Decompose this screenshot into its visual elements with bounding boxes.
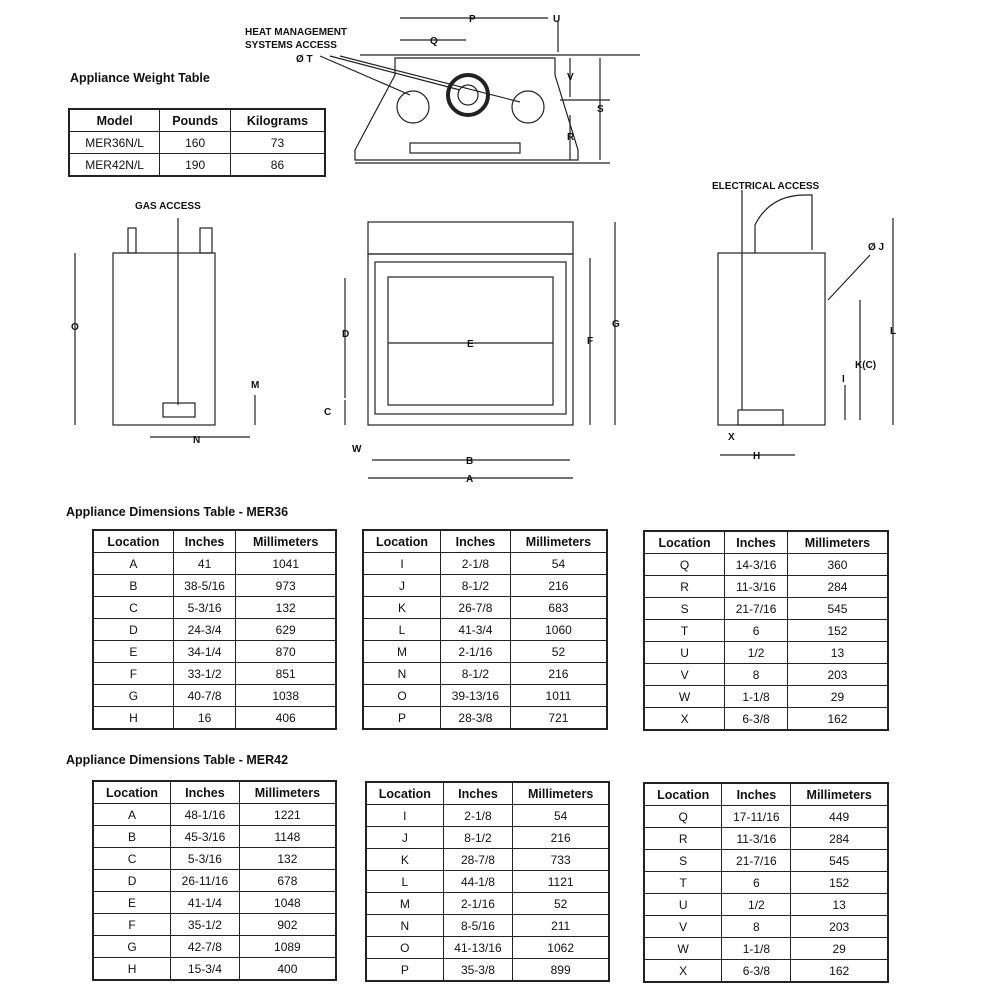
- label-gas-access: GAS ACCESS: [135, 201, 201, 212]
- table-cell: 44-1/8: [443, 871, 513, 893]
- table-cell: 1-1/8: [722, 938, 791, 960]
- table-cell: 152: [787, 620, 888, 642]
- table-cell: 1089: [239, 936, 336, 958]
- table-cell: 851: [236, 663, 336, 685]
- table-cell: 2-1/16: [440, 641, 510, 663]
- table-cell: 29: [791, 938, 888, 960]
- table-row: [93, 707, 336, 730]
- label-p: P: [469, 14, 476, 25]
- table-cell: 2-1/16: [443, 893, 513, 915]
- label-v: V: [567, 72, 574, 83]
- left-side-view-diagram: [71, 201, 259, 446]
- table-row: [363, 597, 607, 619]
- column-header: Millimeters: [239, 781, 336, 804]
- table-cell: 2-1/8: [440, 553, 510, 575]
- label-e: E: [467, 339, 474, 350]
- table-row: [69, 132, 325, 154]
- label-heat-2: SYSTEMS ACCESS: [245, 40, 337, 51]
- table-cell: W: [644, 938, 722, 960]
- table-cell: 1038: [236, 685, 336, 707]
- table-row: [363, 553, 607, 575]
- table-cell: 42-7/8: [171, 936, 240, 958]
- table-cell: 15-3/4: [171, 958, 240, 981]
- label-electrical-access: ELECTRICAL ACCESS: [712, 181, 820, 192]
- table-cell: 29: [787, 686, 888, 708]
- table-cell: R: [644, 828, 722, 850]
- table-header-row: [644, 783, 888, 806]
- table-cell: 14-3/16: [725, 554, 788, 576]
- table-cell: E: [93, 892, 171, 914]
- table-cell: 54: [510, 553, 607, 575]
- right-side-view-diagram: [712, 181, 896, 462]
- table-row: [644, 598, 888, 620]
- label-b: B: [466, 456, 474, 467]
- table-cell: 21-7/16: [725, 598, 788, 620]
- table-row: [93, 936, 336, 958]
- mer36-table-1: [92, 529, 337, 730]
- column-header: Millimeters: [791, 783, 888, 806]
- table-row: [366, 937, 609, 959]
- table-row: [644, 894, 888, 916]
- table-cell: 8-1/2: [443, 827, 513, 849]
- table-cell: 406: [236, 707, 336, 730]
- table-cell: R: [644, 576, 725, 598]
- label-q: Q: [430, 36, 438, 47]
- table-row: [366, 959, 609, 982]
- table-cell: 1060: [510, 619, 607, 641]
- mer36-title: Appliance Dimensions Table - MER36: [66, 505, 289, 519]
- table-header-row: [366, 782, 609, 805]
- column-header: Location: [363, 530, 440, 553]
- table-cell: 52: [510, 641, 607, 663]
- table-row: [93, 826, 336, 848]
- table-row: [93, 914, 336, 936]
- front-view-diagram: [324, 222, 620, 485]
- table-row: [93, 619, 336, 641]
- table-cell: 34-1/4: [173, 641, 236, 663]
- table-cell: 6-3/8: [725, 708, 788, 731]
- label-a: A: [466, 474, 474, 485]
- table-cell: O: [363, 685, 440, 707]
- table-cell: 35-3/8: [443, 959, 513, 982]
- table-cell: 1148: [239, 826, 336, 848]
- table-cell: 28-3/8: [440, 707, 510, 730]
- table-cell: F: [93, 914, 171, 936]
- table-cell: 54: [513, 805, 609, 827]
- table-cell: B: [93, 826, 171, 848]
- table-row: [644, 708, 888, 731]
- table-cell: Q: [644, 806, 722, 828]
- table-cell: T: [644, 620, 725, 642]
- table-row: [644, 620, 888, 642]
- table-row: [363, 685, 607, 707]
- column-header: Inches: [440, 530, 510, 553]
- table-cell: 678: [239, 870, 336, 892]
- table-cell: 45-3/16: [171, 826, 240, 848]
- table-cell: N: [363, 663, 440, 685]
- table-row: [366, 805, 609, 827]
- table-cell: 211: [513, 915, 609, 937]
- table-cell: 216: [510, 575, 607, 597]
- table-cell: 132: [236, 597, 336, 619]
- table-cell: 41-1/4: [171, 892, 240, 914]
- table-cell: K: [366, 849, 443, 871]
- label-i: I: [842, 374, 845, 385]
- weight-table-title: Appliance Weight Table: [70, 71, 210, 85]
- table-row: [366, 915, 609, 937]
- table-row: [644, 916, 888, 938]
- table-cell: 902: [239, 914, 336, 936]
- table-cell: 1048: [239, 892, 336, 914]
- table-cell: 152: [791, 872, 888, 894]
- table-row: [366, 871, 609, 893]
- table-cell: 21-7/16: [722, 850, 791, 872]
- table-cell: 683: [510, 597, 607, 619]
- table-cell: D: [93, 870, 171, 892]
- table-cell: MER36N/L: [69, 132, 160, 154]
- table-cell: J: [366, 827, 443, 849]
- table-cell: 41-13/16: [443, 937, 513, 959]
- table-row: [644, 554, 888, 576]
- table-cell: 86: [230, 154, 325, 177]
- table-cell: 26-11/16: [171, 870, 240, 892]
- label-l: L: [890, 326, 897, 337]
- table-cell: W: [644, 686, 725, 708]
- table-cell: 629: [236, 619, 336, 641]
- table-row: [366, 849, 609, 871]
- mer36-table-3: [643, 530, 889, 731]
- column-header: Inches: [443, 782, 513, 805]
- table-cell: 41-3/4: [440, 619, 510, 641]
- table-row: [93, 870, 336, 892]
- column-header: Inches: [173, 530, 236, 553]
- table-cell: 160: [160, 132, 231, 154]
- table-cell: I: [363, 553, 440, 575]
- table-cell: H: [93, 958, 171, 981]
- table-header-row: [93, 530, 336, 553]
- table-cell: 38-5/16: [173, 575, 236, 597]
- table-cell: 449: [791, 806, 888, 828]
- label-n: N: [193, 435, 201, 446]
- table-cell: O: [366, 937, 443, 959]
- table-cell: 721: [510, 707, 607, 730]
- table-cell: V: [644, 916, 722, 938]
- table-cell: 28-7/8: [443, 849, 513, 871]
- table-row: [644, 828, 888, 850]
- column-header: Pounds: [160, 109, 231, 132]
- column-header: Model: [69, 109, 160, 132]
- label-f: F: [587, 336, 594, 347]
- label-s: S: [597, 104, 604, 115]
- table-row: [363, 641, 607, 663]
- table-row: [644, 850, 888, 872]
- table-cell: 216: [513, 827, 609, 849]
- table-cell: C: [93, 597, 173, 619]
- table-cell: J: [363, 575, 440, 597]
- table-cell: 6: [725, 620, 788, 642]
- table-cell: 40-7/8: [173, 685, 236, 707]
- table-row: [363, 663, 607, 685]
- label-w: W: [352, 444, 362, 455]
- table-row: [644, 576, 888, 598]
- table-cell: 162: [791, 960, 888, 983]
- table-cell: 6: [722, 872, 791, 894]
- column-header: Location: [644, 531, 725, 554]
- column-header: Inches: [725, 531, 788, 554]
- table-cell: G: [93, 685, 173, 707]
- table-cell: 203: [787, 664, 888, 686]
- table-cell: 216: [510, 663, 607, 685]
- mer42-title: Appliance Dimensions Table - MER42: [66, 753, 289, 767]
- table-cell: A: [93, 804, 171, 826]
- table-row: [93, 892, 336, 914]
- table-cell: M: [366, 893, 443, 915]
- column-header: Inches: [722, 783, 791, 806]
- label-heat-1: HEAT MANAGEMENT: [245, 27, 348, 38]
- table-cell: L: [366, 871, 443, 893]
- table-cell: C: [93, 848, 171, 870]
- table-header-row: [69, 109, 325, 132]
- table-cell: 13: [787, 642, 888, 664]
- table-cell: 5-3/16: [173, 597, 236, 619]
- table-row: [93, 685, 336, 707]
- table-row: [93, 958, 336, 981]
- table-cell: 190: [160, 154, 231, 177]
- table-row: [93, 575, 336, 597]
- table-cell: 973: [236, 575, 336, 597]
- table-row: [644, 872, 888, 894]
- weight-table: [68, 108, 326, 177]
- table-row: [644, 960, 888, 983]
- table-cell: T: [644, 872, 722, 894]
- table-header-row: [644, 531, 888, 554]
- table-row: [644, 938, 888, 960]
- table-cell: 400: [239, 958, 336, 981]
- table-cell: E: [93, 641, 173, 663]
- column-header: Millimeters: [236, 530, 336, 553]
- table-cell: 1041: [236, 553, 336, 575]
- table-cell: F: [93, 663, 173, 685]
- table-row: [363, 619, 607, 641]
- table-cell: 2-1/8: [443, 805, 513, 827]
- table-cell: S: [644, 850, 722, 872]
- table-cell: 8-1/2: [440, 575, 510, 597]
- table-cell: 8-5/16: [443, 915, 513, 937]
- table-cell: 52: [513, 893, 609, 915]
- table-row: [644, 642, 888, 664]
- table-cell: 39-13/16: [440, 685, 510, 707]
- table-row: [93, 663, 336, 685]
- table-cell: 284: [791, 828, 888, 850]
- table-row: [363, 707, 607, 730]
- table-cell: 5-3/16: [171, 848, 240, 870]
- label-m: M: [251, 380, 260, 391]
- mer36-table-2: [362, 529, 608, 730]
- column-header: Millimeters: [787, 531, 888, 554]
- mer42-table-3: [643, 782, 889, 983]
- table-cell: I: [366, 805, 443, 827]
- table-row: [93, 641, 336, 663]
- table-cell: U: [644, 642, 725, 664]
- column-header: Kilograms: [230, 109, 325, 132]
- table-header-row: [363, 530, 607, 553]
- label-h: H: [753, 451, 761, 462]
- table-cell: 17-11/16: [722, 806, 791, 828]
- table-row: [93, 848, 336, 870]
- table-row: [93, 553, 336, 575]
- table-cell: 8: [725, 664, 788, 686]
- column-header: Location: [93, 781, 171, 804]
- table-header-row: [93, 781, 336, 804]
- table-cell: 360: [787, 554, 888, 576]
- label-t: Ø T: [296, 54, 313, 65]
- label-g: G: [612, 319, 620, 330]
- label-d: D: [342, 329, 350, 340]
- table-cell: H: [93, 707, 173, 730]
- table-row: [644, 686, 888, 708]
- mer42-table-1: [92, 780, 337, 981]
- table-cell: 1/2: [725, 642, 788, 664]
- table-cell: 899: [513, 959, 609, 982]
- table-row: [644, 806, 888, 828]
- label-u: U: [553, 14, 561, 25]
- table-cell: A: [93, 553, 173, 575]
- label-k: K(C): [855, 360, 877, 371]
- table-cell: D: [93, 619, 173, 641]
- table-row: [366, 827, 609, 849]
- table-cell: 6-3/8: [722, 960, 791, 983]
- table-cell: 545: [787, 598, 888, 620]
- column-header: Location: [644, 783, 722, 806]
- table-cell: 1121: [513, 871, 609, 893]
- label-r: R: [567, 132, 575, 143]
- column-header: Location: [93, 530, 173, 553]
- label-x: X: [728, 432, 735, 443]
- table-cell: M: [363, 641, 440, 663]
- table-cell: 284: [787, 576, 888, 598]
- table-cell: 41: [173, 553, 236, 575]
- label-j: Ø J: [868, 242, 885, 253]
- table-row: [366, 893, 609, 915]
- table-cell: 8: [722, 916, 791, 938]
- table-cell: 16: [173, 707, 236, 730]
- table-cell: K: [363, 597, 440, 619]
- table-cell: 11-3/16: [722, 828, 791, 850]
- table-row: [644, 664, 888, 686]
- table-cell: 870: [236, 641, 336, 663]
- mer42-table-2: [365, 781, 610, 982]
- table-cell: 35-1/2: [171, 914, 240, 936]
- label-o: O: [71, 322, 79, 333]
- table-row: [93, 804, 336, 826]
- table-cell: 1/2: [722, 894, 791, 916]
- table-row: [93, 597, 336, 619]
- column-header: Millimeters: [513, 782, 609, 805]
- table-cell: 1221: [239, 804, 336, 826]
- table-cell: 162: [787, 708, 888, 731]
- table-cell: 1-1/8: [725, 686, 788, 708]
- column-header: Inches: [171, 781, 240, 804]
- table-row: [69, 154, 325, 177]
- table-cell: L: [363, 619, 440, 641]
- table-cell: N: [366, 915, 443, 937]
- label-c: C: [324, 407, 332, 418]
- table-cell: 33-1/2: [173, 663, 236, 685]
- table-cell: P: [366, 959, 443, 982]
- table-cell: G: [93, 936, 171, 958]
- table-cell: 203: [791, 916, 888, 938]
- table-cell: V: [644, 664, 725, 686]
- table-cell: 733: [513, 849, 609, 871]
- table-cell: 48-1/16: [171, 804, 240, 826]
- table-cell: 1011: [510, 685, 607, 707]
- table-cell: P: [363, 707, 440, 730]
- column-header: Location: [366, 782, 443, 805]
- table-cell: 545: [791, 850, 888, 872]
- table-cell: U: [644, 894, 722, 916]
- table-cell: S: [644, 598, 725, 620]
- table-cell: X: [644, 960, 722, 983]
- table-cell: X: [644, 708, 725, 731]
- column-header: Millimeters: [510, 530, 607, 553]
- table-cell: 73: [230, 132, 325, 154]
- table-row: [363, 575, 607, 597]
- table-cell: 24-3/4: [173, 619, 236, 641]
- table-cell: Q: [644, 554, 725, 576]
- table-cell: 13: [791, 894, 888, 916]
- table-cell: 11-3/16: [725, 576, 788, 598]
- table-cell: MER42N/L: [69, 154, 160, 177]
- table-cell: B: [93, 575, 173, 597]
- table-cell: 132: [239, 848, 336, 870]
- table-cell: 26-7/8: [440, 597, 510, 619]
- table-cell: 8-1/2: [440, 663, 510, 685]
- table-cell: 1062: [513, 937, 609, 959]
